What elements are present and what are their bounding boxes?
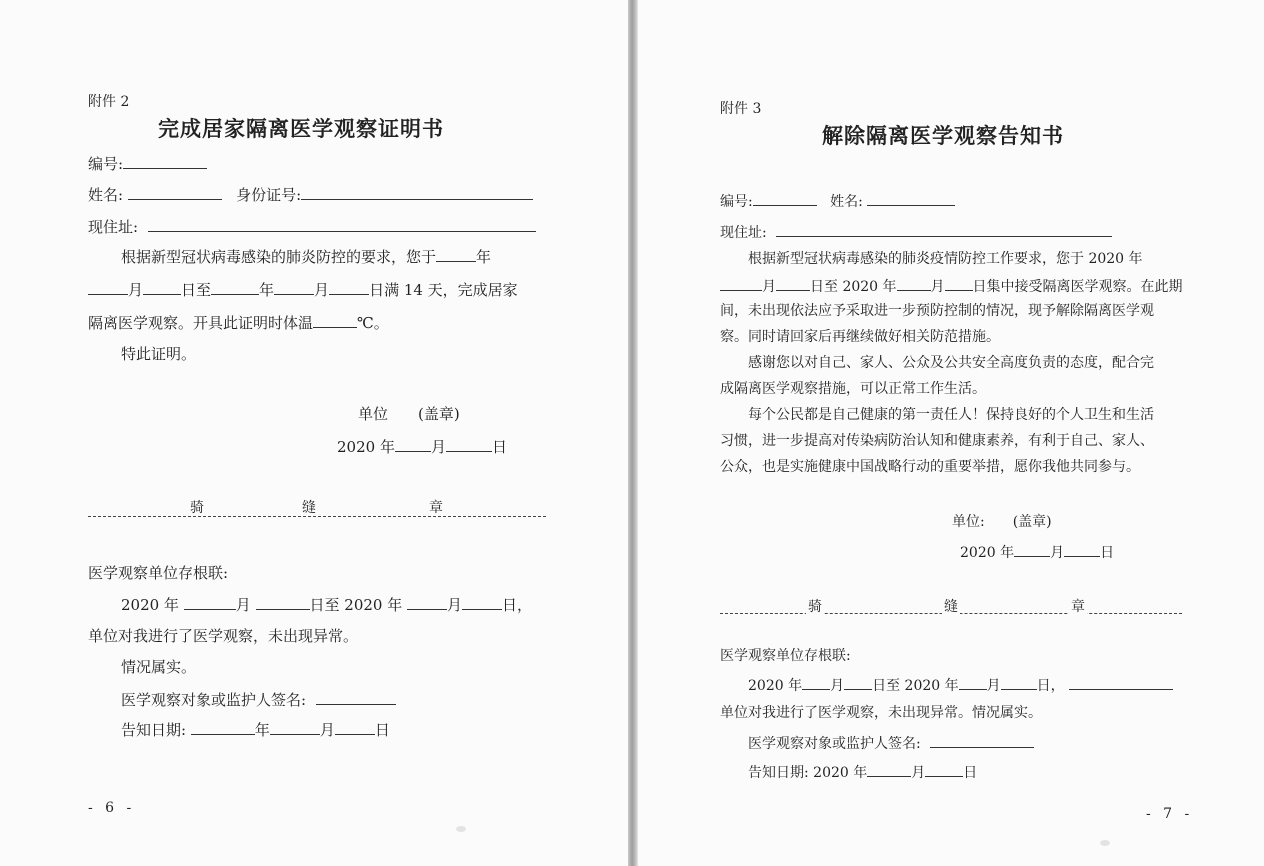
signature-label: 医学观察对象或监护人签名: xyxy=(121,691,307,709)
signature-row xyxy=(121,690,396,709)
number-blank xyxy=(123,154,207,169)
number-blank xyxy=(753,191,817,206)
body-line-2: 月 日至 2020 年 月 日集中接受隔离医学观察。在此期 xyxy=(720,276,1183,296)
temperature-blank xyxy=(313,313,357,328)
name-blank xyxy=(867,191,955,206)
notice-date-row: 告知日期: 年 月 日 xyxy=(121,721,390,739)
body-line-3: 隔离医学观察。开具此证明时体温 ℃。 xyxy=(88,314,389,332)
annex-label: 附件 3 xyxy=(720,101,762,117)
stub-line-2: 单位对我进行了医学观察，未出现异常。情况属实。 xyxy=(720,705,1042,721)
name-blank xyxy=(128,185,222,200)
id-blank xyxy=(301,185,533,200)
stub-line-2: 单位对我进行了医学观察，未出现异常。 xyxy=(88,627,359,645)
stub-line-3: 情况属实。 xyxy=(121,658,197,676)
seam-char-2: 缝 xyxy=(302,500,316,516)
page-right xyxy=(638,0,1264,866)
body-line-7: 每个公民都是自己健康的第一责任人！保持良好的个人卫生和生活 xyxy=(748,407,1154,423)
seam-char-2: 缝 xyxy=(944,599,958,615)
page-number: - 7 - xyxy=(1146,806,1194,822)
address-label: 现住址: xyxy=(88,218,139,236)
address-row xyxy=(88,217,536,236)
body-line-8: 习惯，进一步提高对传染病防治认知和健康素养，有利于自己、家人、 xyxy=(720,433,1154,449)
seam-char-3: 章 xyxy=(429,500,443,516)
stub-line-1: 2020 年 月 日至 2020 年 月 日， xyxy=(748,675,1173,695)
address-row xyxy=(720,222,1112,242)
number-field xyxy=(88,154,207,173)
id-label: 身份证号: xyxy=(236,186,302,204)
stub-title: 医学观察单位存根联: xyxy=(88,564,229,582)
notice-date-row: 告知日期: 2020 年 月 日 xyxy=(748,762,977,782)
scan-speck xyxy=(1100,840,1110,846)
stub-line-1: 2020 年 月 日至 2020 年 月 日， xyxy=(121,596,533,614)
number-label: 编号: xyxy=(88,155,124,173)
body-line-4: 察。同时请回家后再继续做好相关防范措施。 xyxy=(720,329,1000,345)
seam-line xyxy=(88,516,546,517)
seam-char-1: 骑 xyxy=(190,500,204,516)
address-label: 现住址: xyxy=(720,225,767,241)
certify-text: 特此证明。 xyxy=(121,345,197,363)
issue-date: 2020 年 月 日 xyxy=(337,438,507,456)
stub-title: 医学观察单位存根联: xyxy=(720,648,851,664)
document-title: 完成居家隔离医学观察证明书 xyxy=(158,116,444,141)
document-title: 解除隔离医学观察告知书 xyxy=(822,123,1064,148)
address-blank xyxy=(776,222,1112,237)
book-gutter xyxy=(628,0,638,866)
signature-blank xyxy=(930,733,1034,748)
body-line-3: 间，未出现依法应予采取进一步预防控制的情况，现予解除隔离医学观 xyxy=(720,303,1154,319)
signature-row xyxy=(748,733,1034,753)
issue-date: 2020 年 月 日 xyxy=(960,542,1114,562)
name-label: 姓名: xyxy=(830,194,863,210)
seam-char-3: 章 xyxy=(1071,599,1085,615)
page-number: - 6 - xyxy=(88,800,136,816)
page-left xyxy=(0,0,628,866)
body-line-1: 根据新型冠状病毒感染的肺炎疫情防控工作要求，您于 2020 年 xyxy=(748,251,1143,267)
body-line-1: 根据新型冠状病毒感染的肺炎防控的要求，您于 年 xyxy=(121,248,492,266)
body-line-2: 月 日至 年 月 日满 14 天，完成居家 xyxy=(88,280,518,299)
name-label: 姓名: xyxy=(88,186,124,204)
address-blank xyxy=(148,217,536,232)
seam-char-1: 骑 xyxy=(808,599,822,615)
unit-seal-label: 单位 (盖章) xyxy=(358,405,460,423)
scan-speck xyxy=(456,826,466,832)
signature-label: 医学观察对象或监护人签名: xyxy=(748,736,921,752)
number-label: 编号: xyxy=(720,194,753,210)
annex-label: 附件 2 xyxy=(88,94,130,110)
number-name-row xyxy=(720,191,955,211)
name-id-row xyxy=(88,185,533,204)
body-line-5: 感谢您以对自己、家人、公众及公共安全高度负责的态度，配合完 xyxy=(748,355,1154,371)
unit-seal-label: 单位: (盖章) xyxy=(952,514,1052,530)
signature-blank xyxy=(316,690,396,705)
body-line-9: 公众，也是实施健康中国战略行动的重要举措，愿你我他共同参与。 xyxy=(720,459,1140,475)
body-line-6: 成隔离医学观察措施，可以正常工作生活。 xyxy=(720,381,986,397)
